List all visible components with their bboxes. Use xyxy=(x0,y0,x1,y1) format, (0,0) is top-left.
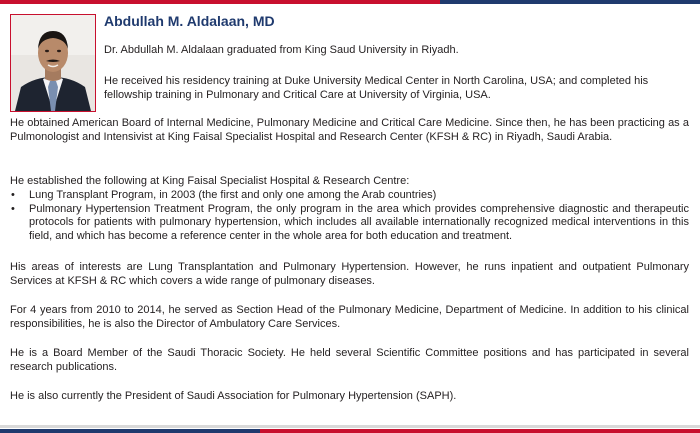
portrait-photo xyxy=(10,14,96,112)
residency-paragraph: He received his residency training at Duke University Medical Center in North Carolina, USA; and completed his fellowship training in Pulmonary and Critical Care at University of Virginia, USA. xyxy=(104,75,649,101)
list-item xyxy=(10,203,689,244)
program-text: Lung Transplant Program, in 2003 (the first and only one among the Arab countries) xyxy=(29,189,437,201)
bottom-accent-bar xyxy=(0,425,700,433)
bullet-symbol: • xyxy=(11,202,15,215)
board-certification-paragraph: He obtained American Board of Internal Medicine, Pulmonary Medicine and Critical Care Medicine. Since then, he has been practicing as a Pulmonologist and Intensivist at King Faisal Specialist Hospital and Research Center (KFSH & RC) in Riyadh, Saudi Arabia. xyxy=(10,117,689,143)
portrait-illustration xyxy=(11,15,95,111)
programs-list xyxy=(10,189,689,243)
bullet-symbol: • xyxy=(11,189,15,201)
top-blue-stripe xyxy=(440,0,700,4)
graduation-paragraph: Dr. Abdullah M. Aldalaan graduated from King Saud University in Riyadh. xyxy=(104,44,459,56)
board-member-paragraph: He is a Board Member of the Saudi Thoracic Society. He held several Scientific Committee positions and has participated in several research publications. xyxy=(10,347,689,373)
established-programs-intro: He established the following at King Faisal Specialist Hospital & Research Centre: xyxy=(10,175,410,187)
bottom-grey-stripe xyxy=(0,425,700,428)
bottom-blue-stripe xyxy=(0,429,260,433)
interests-paragraph: His areas of interests are Lung Transplantation and Pulmonary Hypertension. However, he runs inpatient and outpatient Pulmonary Services at KFSH & RC which covers a wide range of pulmonary diseases. xyxy=(10,261,689,287)
top-accent-bar xyxy=(0,0,700,6)
section-head-paragraph: For 4 years from 2010 to 2014, he served as Section Head of the Pulmonary Medicine, Department of Medicine. In addition to his clinical responsibilities, he is also the Director of Ambulatory Care Services. xyxy=(10,304,689,330)
program-text: Pulmonary Hypertension Treatment Program, the only program in the area which provides comprehensive diagnostic and therapeutic protocols for patients with pulmonary hypertension, which includes all available internationally recognized medical interventions in this field, and which has become a reference center in the whole area for both education and treatment. xyxy=(29,202,689,242)
doctor-name: Abdullah M. Aldalaan, MD xyxy=(104,13,275,29)
president-paragraph: He is also currently the President of Saudi Association for Pulmonary Hypertension (SAPH). xyxy=(10,390,457,402)
list-item xyxy=(10,189,689,203)
